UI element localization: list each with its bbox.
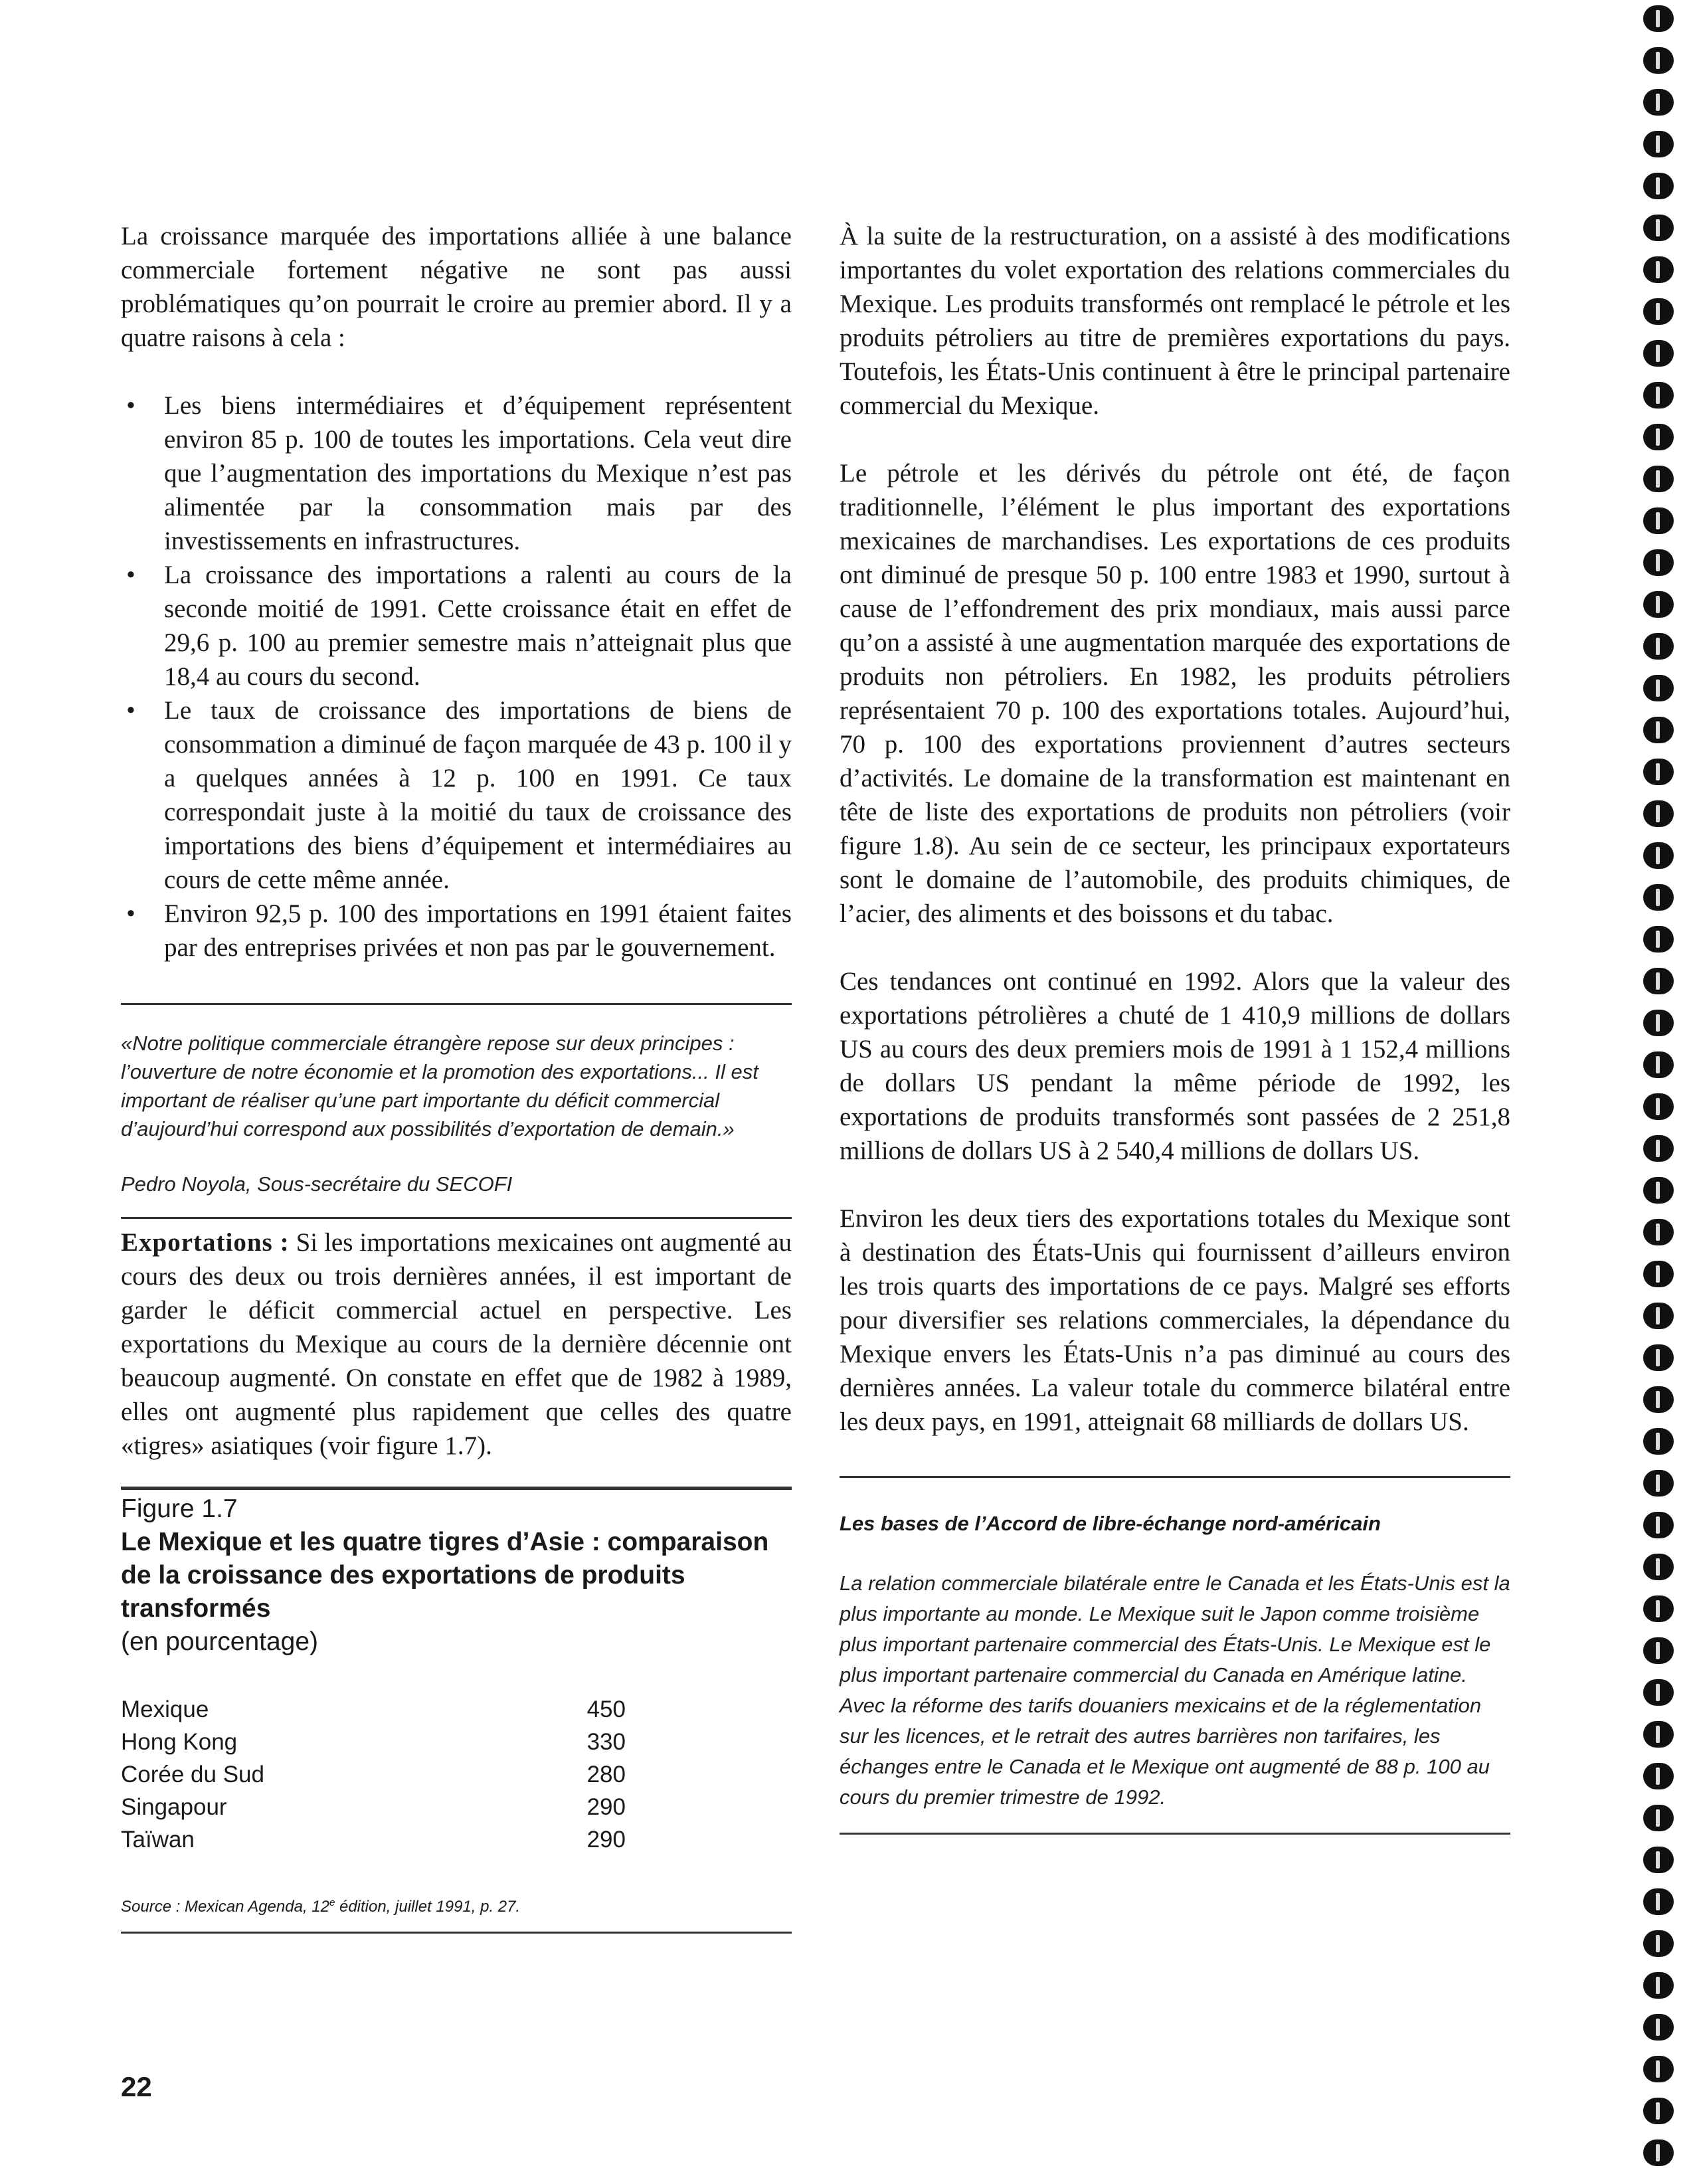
binding-hole-icon <box>1643 1930 1674 1957</box>
bullet-icon: • <box>126 561 135 589</box>
list-item-text: La croissance des importations a ralenti au cours de la seconde moitié de 1991. Cette croissance était en effet de 29,6 p. 100 au premier semestre mais n’atteignait plus que 18,4 au cours du second. <box>164 561 792 691</box>
figure-1-7 <box>121 1493 792 1917</box>
binding-hole-icon <box>1643 1554 1674 1580</box>
growth-value: 290 <box>586 1794 626 1820</box>
table-row <box>121 1758 792 1791</box>
binding-hole-icon <box>1643 1972 1674 1999</box>
binding-hole-icon <box>1643 256 1674 283</box>
source-superscript: e <box>329 1897 335 1908</box>
table-row <box>121 1726 792 1758</box>
binding-hole-icon <box>1643 591 1674 618</box>
binding-hole-icon <box>1643 1637 1674 1664</box>
binding-hole-icon <box>1643 926 1674 953</box>
binding-hole-icon <box>1643 89 1674 116</box>
country-name: Corée du Sud <box>121 1762 264 1787</box>
binding-hole-icon <box>1643 298 1674 325</box>
binding-hole-icon <box>1643 1386 1674 1413</box>
binding-hole-icon <box>1643 717 1674 743</box>
binding-hole-icon <box>1643 1470 1674 1497</box>
table-row <box>121 1791 792 1823</box>
bullet-icon: • <box>126 391 135 420</box>
binding-hole-icon <box>1643 633 1674 660</box>
binding-hole-icon <box>1643 968 1674 994</box>
figure-source <box>121 1893 792 1917</box>
import-reasons-list <box>121 389 792 964</box>
binding-hole-icon <box>1643 1135 1674 1162</box>
binding-hole-icon <box>1643 800 1674 827</box>
binding-hole-icon <box>1643 549 1674 576</box>
pull-quote: «Notre politique commerciale étrangère repose sur deux principes : l’ouverture de notre économie et la promotion des exportations... Il est important de réaliser qu’une part importante du déficit commercial d’aujourd’hui correspond aux possibilités d’exportation de demain.» <box>121 1032 758 1140</box>
binding-hole-icon <box>1643 1344 1674 1371</box>
binding-hole-icon <box>1643 759 1674 785</box>
divider <box>121 1932 792 1934</box>
binding-hole-icon <box>1643 1177 1674 1204</box>
binding-hole-icon <box>1643 1763 1674 1789</box>
binding-hole-icon <box>1643 2056 1674 2082</box>
binding-hole-icon <box>1643 173 1674 199</box>
binding-hole-icon <box>1643 1805 1674 1831</box>
sidebar-title: Les bases de l’Accord de libre-échange nord-américain <box>840 1512 1381 1535</box>
binding-hole-icon <box>1643 2014 1674 2041</box>
binding-hole-icon <box>1643 215 1674 241</box>
left-column <box>121 219 792 1934</box>
country-name: Mexique <box>121 1696 209 1722</box>
binding-hole-icon <box>1643 2139 1674 2166</box>
list-item-text: Le taux de croissance des importations de biens de consommation a diminué de façon marquée de 43 p. 100 il y a quelques années à 12 p. 100 en 1991. Ce taux correspondait juste à la moitié du taux de croissance des importations des biens d’équipement et intermédiaires au cours de cette même année. <box>164 696 792 894</box>
right-column <box>840 219 1510 1835</box>
binding-hole-icon <box>1643 1051 1674 1078</box>
growth-value: 280 <box>586 1762 626 1787</box>
growth-value: 330 <box>586 1729 626 1755</box>
exports-text: Si les importations mexicaines ont augmenté au cours des deux ou trois dernières années, il est important de garder le déficit commercial actuel en perspective. Les exportations du Mexique au cours de la dernière décennie ont beaucoup augmenté. On constate en effet que de 1982 à 1989, elles ont augmenté plus rapidement que celles des quatre «tigres» asiatiques (voir figure 1.7). <box>121 1228 792 1460</box>
binding-hole-icon <box>1643 382 1674 409</box>
source-text-end: édition, juillet 1991, p. 27. <box>335 1898 521 1916</box>
binding-hole-icon <box>1643 675 1674 701</box>
intro-paragraph: La croissance marquée des importations alliée à une balance commerciale fortement négative ne sont pas aussi problématiques qu’on pourrait le croire au premier abord. Il y a quatre raisons à cela : <box>121 222 792 352</box>
binding-hole-icon <box>1643 1219 1674 1245</box>
quote-attribution: Pedro Noyola, Sous-secrétaire du SECOFI <box>121 1172 513 1196</box>
table-row <box>121 1693 792 1726</box>
figure-unit: (en pourcentage) <box>121 1627 319 1656</box>
sidebar-text: La relation commerciale bilatérale entre le Canada et les États-Unis est la plus importante au monde. Le Mexique suit le Japon comme troisième plus important partenaire commercial des États-Unis. Le Mexique est le plus important partenaire commercial du Canada en Amérique latine. Avec la réforme des tarifs douaniers mexicains et de la réglementation sur les licences, et le retrait des autres barrières non tarifaires, les échanges entre le Canada et le Mexique ont augmenté de 88 p. 100 au cours du premier trimestre de 1992. <box>840 1572 1510 1809</box>
list-item <box>121 897 792 964</box>
binding-hole-icon <box>1643 842 1674 869</box>
binding-hole-icon <box>1643 1679 1674 1706</box>
exports-paragraph <box>121 1226 792 1463</box>
list-item-text: Environ 92,5 p. 100 des importations en 1991 étaient faites par des entreprises privées et non pas par le gouvernement. <box>164 899 792 962</box>
country-name: Hong Kong <box>121 1729 238 1755</box>
binding-hole-icon <box>1643 1847 1674 1873</box>
binding-hole-icon <box>1643 5 1674 32</box>
binding-hole-icon <box>1643 1303 1674 1329</box>
binding-hole-icon <box>1643 131 1674 157</box>
figure-table <box>121 1693 792 1856</box>
paragraph: Le pétrole et les dérivés du pétrole ont été, de façon traditionnelle, l’élément le plus important des exportations mexicaines de marchandises. Les exportations de ces produits ont diminué de presque 50 p. 100 entre 1983 et 1990, surtout à cause de l’effondrement des prix mondiaux, mais aussi parce qu’on a assisté à une augmentation marquée des exportations de produits non pétroliers. En 1982, les produits pétroliers représentaient 70 p. 100 des exportations totales. Aujourd’hui, 70 p. 100 des exportations proviennent d’autres secteurs d’activités. Le domaine de la transformation est maintenant en tête de liste des exportations de produits non pétroliers (voir figure 1.8). Au sein de ce secteur, les principaux exportateurs sont le domaine de l’automobile, des produits chimiques, de l’acier, des aliments et des boissons et du tabac. <box>840 459 1510 928</box>
divider <box>121 1487 792 1490</box>
binding-hole-icon <box>1643 1093 1674 1120</box>
list-item <box>121 389 792 558</box>
country-name: Singapour <box>121 1794 227 1820</box>
table-row <box>121 1823 792 1856</box>
country-name: Taïwan <box>121 1827 195 1853</box>
binding-hole-icon <box>1643 47 1674 74</box>
binding-hole-icon <box>1643 1428 1674 1455</box>
figure-title: Le Mexique et les quatre tigres d’Asie : comparaison de la croissance des exportations de produits transformés <box>121 1528 769 1623</box>
list-item-text: Les biens intermédiaires et d’équipement représentent environ 85 p. 100 de toutes les importations. Cela veut dire que l’augmentation des importations du Mexique n’est pas alimentée par la consommation mais par des investissements en infrastructures. <box>164 391 792 555</box>
binding-hole-icon <box>1643 2098 1674 2124</box>
binding-hole-icon <box>1643 1512 1674 1538</box>
divider <box>840 1833 1510 1835</box>
binding-hole-icon <box>1643 340 1674 367</box>
source-text: Source : Mexican Agenda, 12 <box>121 1898 329 1916</box>
paragraph: À la suite de la restructuration, on a assisté à des modifications importantes du volet exportation des relations commerciales du Mexique. Les produits transformés ont remplacé le pétrole et les produits pétroliers au titre de premières exportations du pays. Toutefois, les États-Unis continuent à être le principal partenaire commercial du Mexique. <box>840 222 1510 420</box>
list-item <box>121 693 792 897</box>
binding-hole-icon <box>1643 1721 1674 1748</box>
binding-holes <box>1643 0 1683 2184</box>
bullet-icon: • <box>126 696 135 725</box>
binding-hole-icon <box>1643 424 1674 450</box>
divider <box>121 1003 792 1005</box>
binding-hole-icon <box>1643 1595 1674 1622</box>
figure-label: Figure 1.7 <box>121 1495 238 1523</box>
binding-hole-icon <box>1643 1888 1674 1915</box>
exports-heading: Exportations : <box>121 1228 290 1257</box>
page-number: 22 <box>121 2071 152 2102</box>
divider <box>121 1217 792 1219</box>
growth-value: 290 <box>586 1827 626 1853</box>
binding-hole-icon <box>1643 507 1674 534</box>
paragraph: Environ les deux tiers des exportations totales du Mexique sont à destination des États-Unis qui fournissent d’ailleurs environ les trois quarts des importations de ce pays. Malgré ses efforts pour diversifier ses relations commerciales, la dépendance du Mexique envers les États-Unis n’a pas diminué au cours des dernières années. La valeur totale du commerce bilatéral entre les deux pays, en 1991, atteignait 68 milliards de dollars US. <box>840 1204 1510 1436</box>
growth-value: 450 <box>586 1696 626 1722</box>
binding-hole-icon <box>1643 1010 1674 1036</box>
paragraph: Ces tendances ont continué en 1992. Alors que la valeur des exportations pétrolières a chuté de 1 410,9 millions de dollars US au cours des deux premiers mois de 1991 à 1 152,4 millions de dollars US pendant la même période de 1992, les exportations de produits transformés sont passées de 2 251,8 millions de dollars US à 2 540,4 millions de dollars US. <box>840 967 1510 1165</box>
list-item <box>121 558 792 693</box>
divider <box>840 1476 1510 1478</box>
binding-hole-icon <box>1643 1261 1674 1287</box>
binding-hole-icon <box>1643 884 1674 911</box>
binding-hole-icon <box>1643 466 1674 492</box>
bullet-icon: • <box>126 899 135 928</box>
